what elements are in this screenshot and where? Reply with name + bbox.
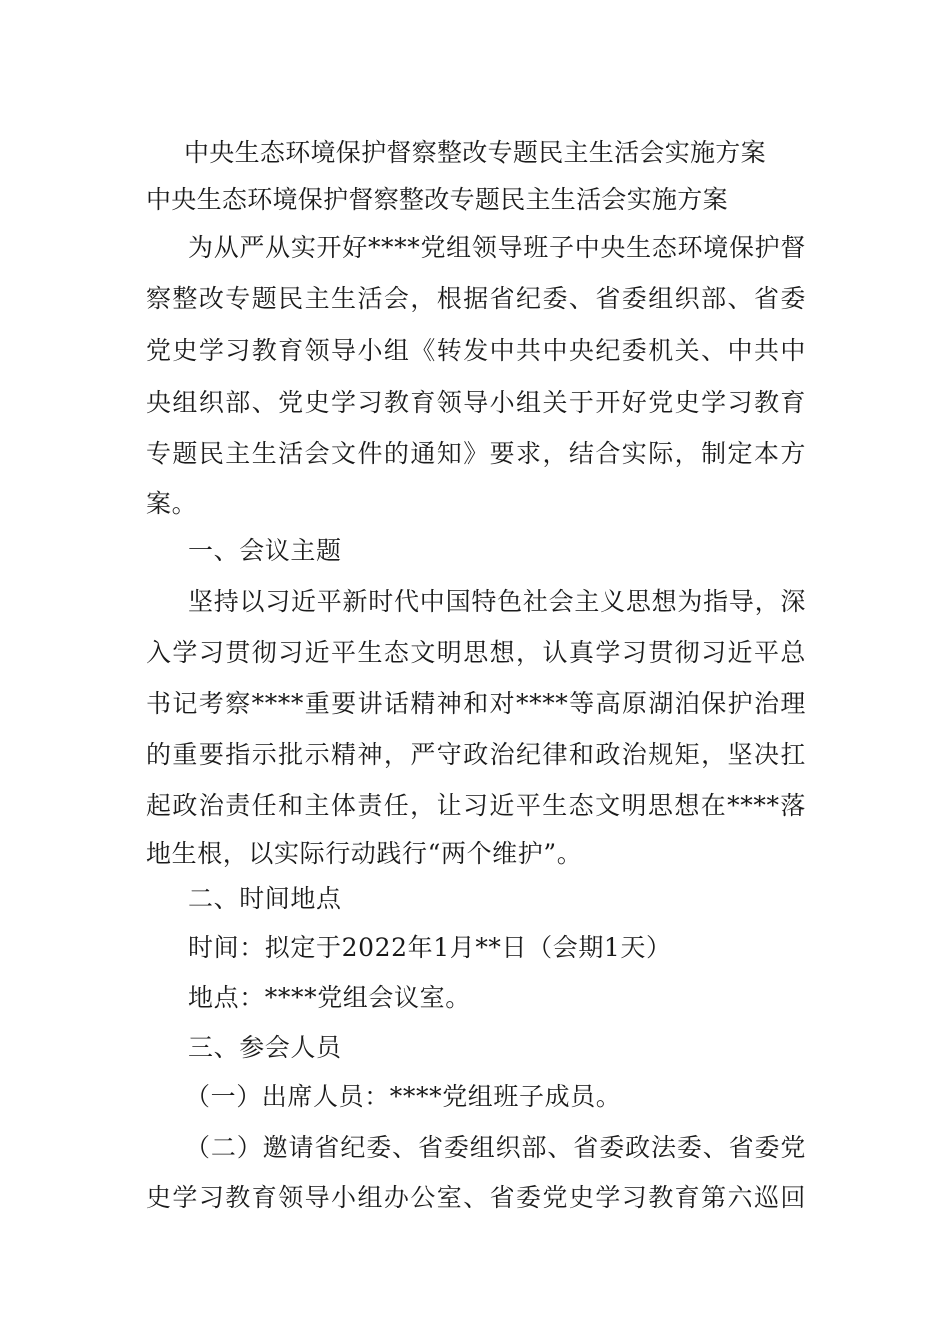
intro-line-6: 案。 <box>146 489 198 518</box>
section-heading-time-place: 二、时间地点 <box>188 884 342 913</box>
attendees-line: （一）出席人员：****党组班子成员。 <box>185 1082 622 1111</box>
document-title-line-1: 中央生态环境保护督察整改专题民主生活会实施方案 <box>184 138 766 167</box>
topic-line-2: 入学习贯彻习近平生态文明思想，认真学习贯彻习近平总 <box>146 638 806 667</box>
topic-line-5: 起政治责任和主体责任，让习近平生态文明思想在****落 <box>146 791 806 820</box>
intro-line-5: 专题民主生活会文件的通知》要求，结合实际，制定本方 <box>146 439 806 468</box>
place-line: 地点：****党组会议室。 <box>188 983 471 1012</box>
document-title-line-2: 中央生态环境保护督察整改专题民主生活会实施方案 <box>146 185 728 214</box>
topic-line-1: 坚持以习近平新时代中国特色社会主义思想为指导，深 <box>188 587 806 616</box>
topic-line-4: 的重要指示批示精神，严守政治纪律和政治规矩，坚决扛 <box>146 740 806 769</box>
topic-line-3: 书记考察****重要讲话精神和对****等高原湖泊保护治理 <box>146 689 806 718</box>
topic-line-6: 地生根，以实际行动践行“两个维护”。 <box>146 839 583 868</box>
intro-line-2: 察整改专题民主生活会，根据省纪委、省委组织部、省委 <box>146 284 806 313</box>
time-line: 时间：拟定于2022年1月**日（会期1天） <box>188 933 672 962</box>
section-heading-attendees: 三、参会人员 <box>188 1033 342 1062</box>
intro-line-1: 为从严从实开好****党组领导班子中央生态环境保护督 <box>188 233 806 262</box>
invite-line-1: （二）邀请省纪委、省委组织部、省委政法委、省委党 <box>185 1133 806 1162</box>
invite-line-2: 史学习教育领导小组办公室、省委党史学习教育第六巡回 <box>146 1183 806 1212</box>
intro-line-4: 央组织部、党史学习教育领导小组关于开好党史学习教育 <box>146 388 806 417</box>
intro-line-3: 党史学习教育领导小组《转发中共中央纪委机关、中共中 <box>146 336 806 365</box>
section-heading-topic: 一、会议主题 <box>188 536 342 565</box>
